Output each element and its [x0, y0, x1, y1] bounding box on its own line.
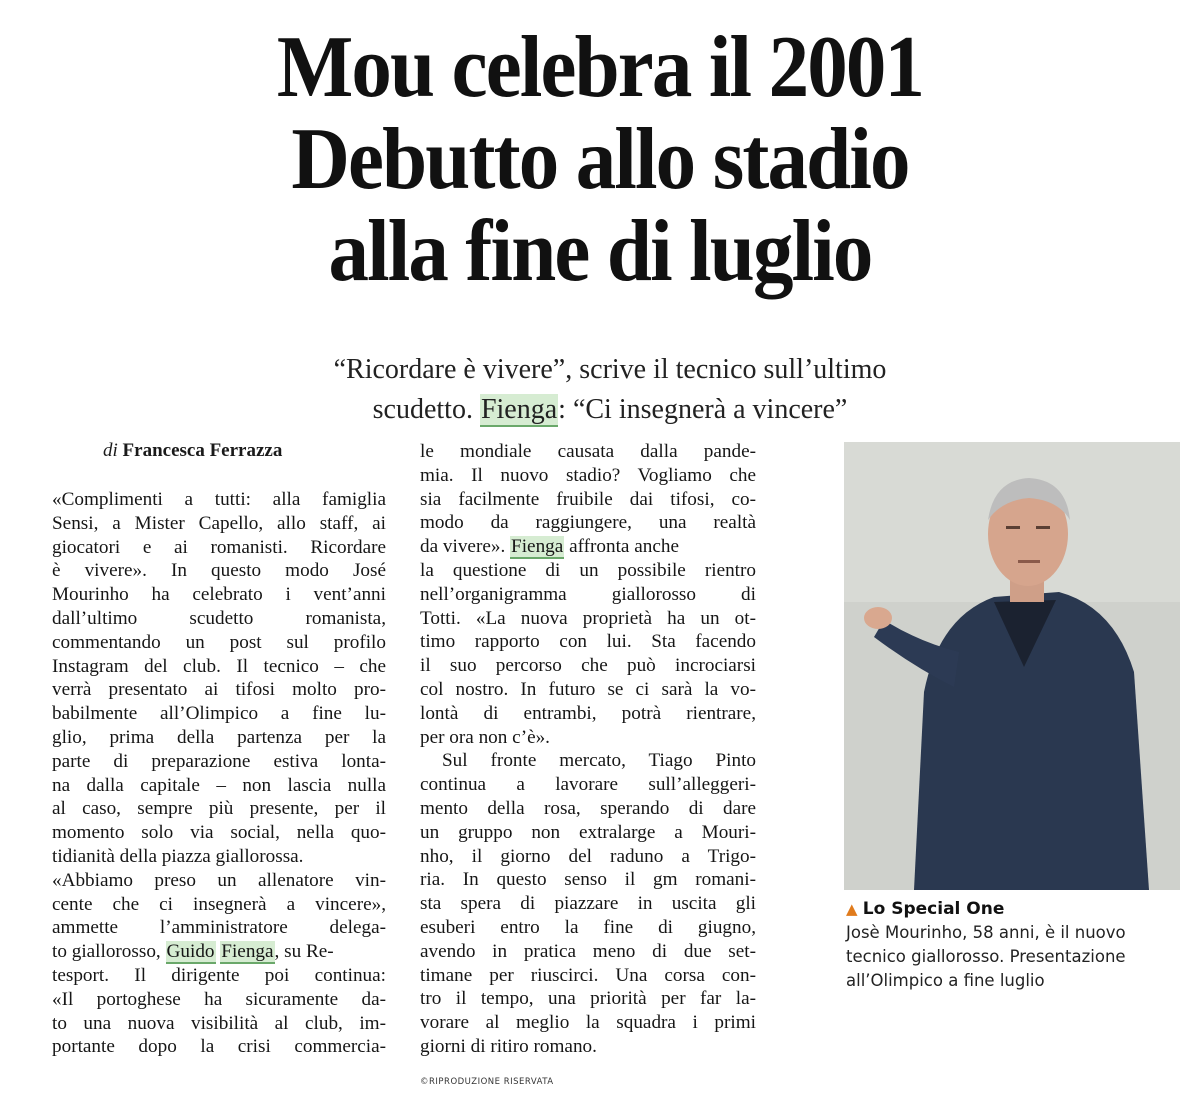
text-line: lontà di entrambi, potrà rientrare,: [420, 702, 756, 724]
text-line: «Complimenti a tutti: alla famiglia: [52, 489, 386, 510]
text-line: portante dopo la crisi commercia-: [52, 1036, 386, 1058]
text-line: la questione di un possibile rientro: [420, 559, 756, 581]
text-line: sta spera di piazzare in uscita gli: [420, 893, 756, 915]
text-line: per ora non c’è».: [420, 726, 550, 748]
text-line: modo da raggiungere, una realtà: [420, 512, 756, 534]
text-line: mento della rosa, sperando di dare: [420, 797, 756, 819]
text-line: timane per riuscirci. Una corsa con-: [420, 964, 756, 986]
text-line: Sensi, a Mister Capello, allo staff, ai: [52, 512, 386, 534]
highlighted-name: Fienga: [221, 941, 274, 963]
subhead-line: [300, 390, 920, 430]
text-line: giocatori e ai romanisti. Ricordare: [52, 536, 386, 558]
subheadline: [300, 350, 920, 430]
text-line: tidianità della piazza giallorossa.: [52, 845, 304, 867]
text-line: ria. In questo senso il gm romani-: [420, 869, 756, 891]
text-span: affronta anche: [564, 536, 679, 558]
photo-mourinho: [844, 442, 1180, 890]
text-line: le mondiale causata dalla pande-: [420, 441, 756, 462]
text-line: momento solo via social, nella quo-: [52, 822, 386, 844]
text-line: sia facilmente fruibile dai tifosi, co-: [420, 488, 756, 510]
caption-title-row: [846, 897, 1176, 921]
headline-line: alla fine di luglio: [328, 203, 872, 300]
subhead-text: scudetto.: [372, 394, 480, 425]
text-line: al caso, sempre più presente, per il: [52, 798, 386, 820]
text-line: glio, prima della partenza per la: [52, 726, 386, 748]
text-line: Totti. «La nuova proprietà ha un ot-: [420, 607, 756, 629]
headline-line: Debutto allo stadio: [291, 111, 909, 208]
caption-line: Josè Mourinho, 58 anni, è il nuovo: [846, 923, 1126, 942]
text-span: da vivere».: [420, 536, 511, 558]
text-line: Sul fronte mercato, Tiago Pinto: [442, 750, 756, 772]
caption-line: all’Olimpico a fine luglio: [846, 971, 1045, 990]
subhead-text: : “Ci insegnerà a vincere”: [558, 394, 848, 425]
text-line: babilmente all’Olimpico a fine lu-: [52, 703, 386, 725]
text-line: commentando un post sul profilo: [52, 631, 386, 653]
article-column-2: [420, 440, 756, 1059]
text-line: timo rapporto con lui. Sta facendo: [420, 631, 756, 653]
text-line: nho, il giorno del raduno a Trigo-: [420, 845, 756, 867]
triangle-marker-icon: ▲: [846, 900, 858, 918]
byline-author: Francesca Ferrazza: [122, 440, 283, 461]
headline: [0, 19, 1200, 300]
highlighted-name: Fienga: [511, 536, 564, 558]
text-line: esuberi entro la fine di giugno,: [420, 916, 756, 938]
text-line: tro il tempo, una priorità per far la-: [420, 988, 756, 1010]
highlighted-name: Fienga: [480, 394, 558, 425]
text-span: , su Re-: [274, 941, 334, 963]
headline-line: Mou celebra il 2001: [276, 19, 924, 116]
text-line: nell’organigramma giallorosso di: [420, 583, 756, 605]
text-line: [420, 535, 756, 559]
byline-prefix: di: [103, 440, 118, 461]
caption-line: tecnico giallorosso. Presentazione: [846, 947, 1126, 966]
text-line: «Abbiamo preso un allenatore vin-: [52, 869, 386, 891]
text-line: verrà presentato ai tifosi molto pro-: [52, 679, 386, 701]
photo-caption: [846, 897, 1176, 993]
text-line: Instagram del club. Il tecnico – che: [52, 655, 386, 677]
byline: [103, 440, 282, 462]
text-line: tesport. Il dirigente poi continua:: [52, 964, 386, 986]
text-line: Mourinho ha celebrato i vent’anni: [52, 584, 386, 606]
text-line: un gruppo non extralarge a Mouri-: [420, 821, 756, 843]
text-line: «Il portoghese ha sicuramente da-: [52, 988, 386, 1010]
text-line: giorni di ritiro romano.: [420, 1035, 597, 1057]
highlighted-name: Guido: [166, 941, 215, 963]
text-span: to giallorosso,: [52, 941, 166, 963]
text-line: to una nuova visibilità al club, im-: [52, 1012, 386, 1034]
text-line: è vivere». In questo modo José: [52, 560, 386, 582]
text-line: vorare al meglio la squadra i primi: [420, 1012, 756, 1034]
photo-illustration: [844, 442, 1180, 890]
text-line: mia. Il nuovo stadio? Vogliamo che: [420, 464, 756, 486]
text-line: avendo in pratica meno di due set-: [420, 940, 756, 962]
subhead-line: “Ricordare è vivere”, scrive il tecnico sull’ultimo: [333, 354, 887, 385]
text-line: parte di preparazione estiva lonta-: [52, 750, 386, 772]
text-line: continua a lavorare sull’alleggeri-: [420, 774, 756, 796]
caption-title: Lo Special One: [862, 899, 1005, 919]
text-line: na dalla capitale – non lascia nulla: [52, 774, 386, 796]
text-line: cente che ci insegnerà a vincere»,: [52, 893, 386, 915]
article-column-1: [52, 488, 386, 1059]
text-line: ammette l’amministratore delega-: [52, 917, 386, 939]
text-line: il suo percorso che può incrociarsi: [420, 655, 756, 677]
text-line: dall’ultimo scudetto romanista,: [52, 607, 386, 629]
copyright-notice: ©RIPRODUZIONE RISERVATA: [420, 1077, 554, 1087]
text-line: [52, 940, 386, 964]
text-line: col nostro. In futuro se ci sarà la vo-: [420, 678, 756, 700]
